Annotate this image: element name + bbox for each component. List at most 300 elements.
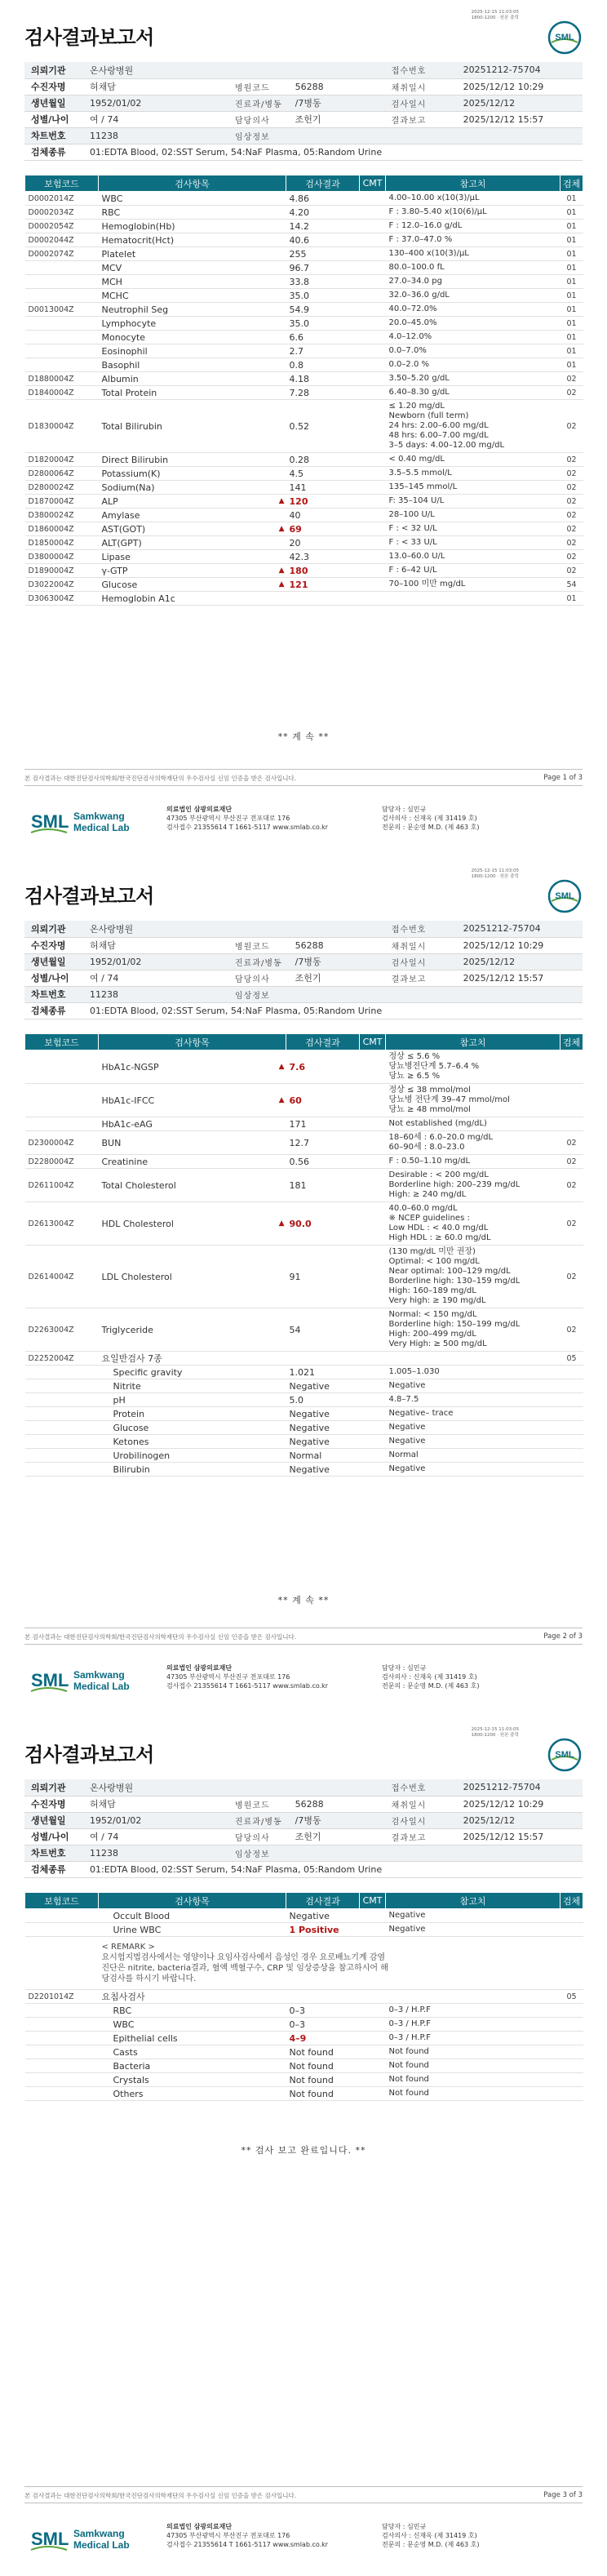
reference-line: Desirable : < 200 mg/dL <box>388 1170 489 1179</box>
test-name: Lipase <box>99 550 265 564</box>
result-row <box>25 453 583 467</box>
result-row <box>25 1393 583 1407</box>
test-name: pH <box>99 1393 265 1407</box>
test-code: D1880004Z <box>25 372 99 386</box>
testdate-label: 검사일시 <box>385 1812 457 1828</box>
reference-range <box>386 1169 560 1202</box>
comment-cell <box>360 1084 386 1117</box>
chart-label: 차트번호 <box>24 1845 83 1861</box>
test-result: 5.0 <box>286 1393 360 1407</box>
test-result: Not found <box>286 2073 360 2087</box>
reference-line: 70–100 미만 mg/dL <box>388 580 466 588</box>
test-name: Crystals <box>99 2073 265 2087</box>
comment-cell <box>360 386 386 400</box>
test-name: Others <box>99 2087 265 2101</box>
footer-logo-sml: SML <box>31 1670 69 1690</box>
col-header-cmt: CMT <box>360 175 386 192</box>
birth-label: 생년월일 <box>24 95 83 111</box>
specimen-code: 02 <box>560 536 583 550</box>
birth-value: 1952/01/02 <box>83 953 228 970</box>
reference-range <box>386 358 560 372</box>
reference-range <box>386 481 560 495</box>
reference-range <box>386 453 560 467</box>
reference-range <box>386 1435 560 1449</box>
reference-line: 6.40–8.30 g/dL <box>388 388 450 397</box>
result-row <box>25 2018 583 2032</box>
test-code: D2611004Z <box>25 1169 99 1202</box>
test-result: Negative <box>286 1435 360 1449</box>
dept-value: /7병동 <box>289 95 385 111</box>
specimen-code: 01 <box>560 317 583 331</box>
test-name: 요침사검사 <box>99 1990 265 2004</box>
test-result: 12.7 <box>286 1131 360 1155</box>
specimen-code: 02 <box>560 1202 583 1246</box>
clinical-value <box>289 986 385 1002</box>
test-name: Glucose <box>99 578 265 592</box>
reference-line: F : 12.0–16.0 g/dL <box>388 221 463 230</box>
result-row <box>25 372 583 386</box>
result-row <box>25 1379 583 1393</box>
abnormal-flag <box>265 1366 286 1379</box>
comment-cell <box>360 2059 386 2073</box>
abnormal-flag <box>265 453 286 467</box>
test-result: 255 <box>286 247 360 261</box>
print-stamp: 2025-12-15 11:03:05 1800-1200 · 원본 출력 <box>471 1727 519 1738</box>
test-name: Total Cholesterol <box>99 1169 265 1202</box>
reference-range <box>386 2045 560 2059</box>
footer-logo-word1: Samkwang <box>73 2528 125 2539</box>
specimen-code <box>560 1379 583 1393</box>
footer-logo-word2: Medical Lab <box>73 2539 130 2551</box>
test-result: Not found <box>286 2087 360 2101</box>
reference-line: F : 3.80–5.40 x(10(6)/μL <box>388 207 487 216</box>
test-code <box>25 344 99 358</box>
collect-value: 2025/12/12 10:29 <box>457 1796 583 1812</box>
reference-line: 0–3 / H.P.F <box>388 2033 431 2042</box>
reference-line: 48 hrs: 6.00–7.00 mg/dL <box>388 431 489 440</box>
samples-value: 01:EDTA Blood, 02:SST Serum, 54:NaF Plasma, 05:Random Urine <box>83 1861 583 1877</box>
sml-logo-text: SML <box>555 33 574 42</box>
test-code <box>25 275 99 289</box>
test-code: D0002034Z <box>25 206 99 220</box>
reference-range <box>386 564 560 578</box>
test-code <box>25 2032 99 2045</box>
disclaimer: 본 검사결과는 대한진단검사의학회/한국진단검사의학재단의 우수검사실 신임 인증을 받은 검사입니다. <box>24 775 297 782</box>
comment-cell <box>360 2004 386 2018</box>
reference-line: 135–145 mmol/L <box>388 482 458 491</box>
page-number: Page 1 of 3 <box>543 774 583 782</box>
test-code: D3063004Z <box>25 592 99 606</box>
collect-label: 채취일시 <box>385 937 457 953</box>
reference-range <box>386 1366 560 1379</box>
test-name: HbA1c-IFCC <box>99 1084 265 1117</box>
test-name: Eosinophil <box>99 344 265 358</box>
result-row <box>25 1407 583 1421</box>
reference-line: 20.0–45.0% <box>388 318 437 327</box>
test-result: 14.2 <box>286 220 360 233</box>
comment-cell <box>360 467 386 481</box>
reference-line: Near optimal: 100–129 mg/dL <box>388 1267 511 1276</box>
footer-company: 의료법인 삼광의료재단 47305 부산광역시 부산진구 전포대로 176 검사접수 21355614 T 1661-5117 www.smlab.co.kr <box>166 806 329 831</box>
specimen-code: 05 <box>560 1990 583 2004</box>
institution-label: 의뢰기관 <box>24 62 83 78</box>
test-name: RBC <box>99 206 265 220</box>
abnormal-flag <box>265 206 286 220</box>
abnormal-flag <box>265 2032 286 2045</box>
comment-cell <box>360 2045 386 2059</box>
abnormal-flag <box>265 481 286 495</box>
result-row <box>25 495 583 509</box>
result-row <box>25 1435 583 1449</box>
test-result: 91 <box>286 1246 360 1308</box>
clinical-label: 임상정보 <box>228 1845 289 1861</box>
result-row <box>25 1990 583 2004</box>
reference-range <box>386 1379 560 1393</box>
reference-range <box>386 372 560 386</box>
reference-line: Very High: ≥ 500 mg/dL <box>388 1339 487 1348</box>
test-result: 141 <box>286 481 360 495</box>
remark-title: < REMARK > <box>101 1943 155 1952</box>
comment-cell <box>360 1449 386 1463</box>
sml-logo-icon <box>547 878 583 914</box>
comment-cell <box>360 289 386 303</box>
test-result: 0.28 <box>286 453 360 467</box>
abnormal-flag <box>265 331 286 344</box>
abnormal-flag: ▲ <box>265 1050 286 1084</box>
reference-range <box>386 233 560 247</box>
result-row <box>25 233 583 247</box>
abnormal-flag: ▲ <box>265 564 286 578</box>
test-code <box>25 1449 99 1463</box>
test-code: D2300004Z <box>25 1131 99 1155</box>
reference-range <box>386 1246 560 1308</box>
test-name: Ketones <box>99 1435 265 1449</box>
result-row <box>25 509 583 522</box>
report-page-2 <box>0 859 607 1717</box>
test-code: D3800024Z <box>25 509 99 522</box>
footer-divider <box>24 769 583 770</box>
result-row <box>25 592 583 606</box>
collect-value: 2025/12/12 10:29 <box>457 78 583 95</box>
result-row <box>25 522 583 536</box>
testdate-value: 2025/12/12 <box>457 953 583 970</box>
comment-cell <box>360 220 386 233</box>
reference-range <box>386 467 560 481</box>
specimen-code <box>560 1909 583 1923</box>
abnormal-flag <box>265 467 286 481</box>
comment-cell <box>360 1246 386 1308</box>
reference-range <box>386 192 560 206</box>
result-row <box>25 578 583 592</box>
test-name: Nitrite <box>99 1379 265 1393</box>
sexage-label: 성별/나이 <box>24 111 83 127</box>
result-row <box>25 1352 583 1366</box>
reference-line: F : 0.50–1.10 mg/dL <box>388 1157 471 1166</box>
test-code: D3800004Z <box>25 550 99 564</box>
reference-line: 0.0–2.0 % <box>388 360 430 369</box>
reference-line: F: 35–104 U/L <box>388 496 445 505</box>
test-name: Specific gravity <box>99 1366 265 1379</box>
result-row <box>25 2045 583 2059</box>
page-number: Page 3 of 3 <box>543 2491 583 2499</box>
test-result: Negative <box>286 1407 360 1421</box>
test-name: Platelet <box>99 247 265 261</box>
test-code <box>25 1463 99 1477</box>
col-header-name: 검사항목 <box>99 1034 286 1050</box>
result-row <box>25 1909 583 1923</box>
page-title: 검사결과보고서 <box>24 885 154 908</box>
reference-line: Newborn (full term) <box>388 411 469 420</box>
specimen-code <box>560 2073 583 2087</box>
specimen-code: 01 <box>560 344 583 358</box>
sexage-label: 성별/나이 <box>24 970 83 986</box>
comment-cell <box>360 206 386 220</box>
col-header-code: 보험코드 <box>25 1893 99 1909</box>
reference-line: 당뇨병전단계 5.7–6.4 % <box>388 1062 480 1071</box>
reference-line: Not established (mg/dL) <box>388 1119 487 1128</box>
result-row <box>25 564 583 578</box>
reportdate-value: 2025/12/12 15:57 <box>457 1828 583 1845</box>
reference-range <box>386 220 560 233</box>
col-header-spec: 검체 <box>560 1034 583 1050</box>
test-result: 35.0 <box>286 317 360 331</box>
comment-cell <box>360 358 386 372</box>
result-row <box>25 2004 583 2018</box>
sexage-value: 여 / 74 <box>83 1828 228 1845</box>
test-result: 0–3 <box>286 2004 360 2018</box>
abnormal-flag: ▲ <box>265 495 286 509</box>
col-header-ref: 참고치 <box>386 175 560 192</box>
result-row <box>25 206 583 220</box>
result-row <box>25 247 583 261</box>
doctor-value: 조헌기 <box>289 111 385 127</box>
disclaimer: 본 검사결과는 대한진단검사의학회/한국진단검사의학재단의 우수검사실 신임 인증을 받은 검사입니다. <box>24 2492 297 2499</box>
test-code <box>25 261 99 275</box>
test-result: 33.8 <box>286 275 360 289</box>
reference-line: Normal <box>388 1450 419 1459</box>
abnormal-flag <box>265 1421 286 1435</box>
specimen-code <box>560 1393 583 1407</box>
specimen-code <box>560 2045 583 2059</box>
abnormal-flag <box>265 1155 286 1169</box>
patient-label: 수진자명 <box>24 937 83 953</box>
abnormal-flag <box>265 400 286 453</box>
col-header-result: 검사결과 <box>286 175 360 192</box>
abnormal-flag <box>265 1169 286 1202</box>
specimen-code <box>560 2032 583 2045</box>
reference-line: Negative <box>388 1911 426 1920</box>
comment-cell <box>360 1050 386 1084</box>
test-result: 0.52 <box>286 400 360 453</box>
comment-cell <box>360 331 386 344</box>
specimen-code: 05 <box>560 1352 583 1366</box>
reference-line: Not found <box>388 2075 429 2084</box>
comment-cell <box>360 1923 386 1937</box>
reference-range <box>386 522 560 536</box>
test-result: 7.6 <box>286 1050 360 1084</box>
footer-company: 의료법인 삼광의료재단 47305 부산광역시 부산진구 전포대로 176 검사접수 21355614 T 1661-5117 www.smlab.co.kr <box>166 1664 329 1690</box>
test-result <box>286 1352 360 1366</box>
specimen-code <box>560 1366 583 1379</box>
reference-line: 28–100 U/L <box>388 510 435 519</box>
test-result: 180 <box>286 564 360 578</box>
result-row <box>25 467 583 481</box>
samples-value: 01:EDTA Blood, 02:SST Serum, 54:NaF Plasma, 05:Random Urine <box>83 144 583 160</box>
comment-cell <box>360 261 386 275</box>
result-row <box>25 344 583 358</box>
test-code <box>25 1435 99 1449</box>
abnormal-flag <box>265 550 286 564</box>
comment-cell <box>360 2018 386 2032</box>
test-name: WBC <box>99 192 265 206</box>
test-name: Occult Blood <box>99 1909 265 1923</box>
footer-logo-word1: Samkwang <box>73 811 125 822</box>
test-code <box>25 1084 99 1117</box>
reference-range <box>386 495 560 509</box>
test-name: Monocyte <box>99 331 265 344</box>
test-code: D0002044Z <box>25 233 99 247</box>
samples-label: 검체종류 <box>24 1861 83 1877</box>
test-result: 4–9 <box>286 2032 360 2045</box>
test-result: 54.9 <box>286 303 360 317</box>
comment-cell <box>360 1202 386 1246</box>
test-result: Not found <box>286 2059 360 2073</box>
reference-line: (130 mg/dL 미만 권장) <box>388 1247 476 1256</box>
result-row <box>25 303 583 317</box>
abnormal-flag <box>265 344 286 358</box>
test-result: 20 <box>286 536 360 550</box>
result-row <box>25 220 583 233</box>
clinical-label: 임상정보 <box>228 986 289 1002</box>
results-table <box>24 1033 583 1477</box>
col-header-cmt: CMT <box>360 1034 386 1050</box>
reference-range <box>386 509 560 522</box>
result-row <box>25 2073 583 2087</box>
reference-line: 13.0–60.0 U/L <box>388 552 445 561</box>
test-name: Protein <box>99 1407 265 1421</box>
receipt-value: 20251212-75704 <box>457 1779 583 1796</box>
specimen-code: 02 <box>560 1308 583 1352</box>
col-header-ref: 참고치 <box>386 1034 560 1050</box>
specimen-code: 02 <box>560 386 583 400</box>
specimen-code: 54 <box>560 578 583 592</box>
col-header-spec: 검체 <box>560 1893 583 1909</box>
specimen-code: 02 <box>560 400 583 453</box>
specimen-code: 01 <box>560 247 583 261</box>
test-code <box>25 1379 99 1393</box>
comment-cell <box>360 1463 386 1477</box>
abnormal-flag <box>265 2018 286 2032</box>
reference-range <box>386 2073 560 2087</box>
patient-info-table <box>24 1779 583 1878</box>
result-row <box>25 317 583 331</box>
disclaimer: 본 검사결과는 대한진단검사의학회/한국진단검사의학재단의 우수검사실 신임 인증을 받은 검사입니다. <box>24 1633 297 1641</box>
test-code <box>25 2045 99 2059</box>
test-code: D3022004Z <box>25 578 99 592</box>
reference-line: 당뇨 ≥ 6.5 % <box>388 1072 441 1081</box>
reference-line: 정상 ≤ 5.6 % <box>388 1052 441 1061</box>
reference-line: Negative <box>388 1437 426 1446</box>
abnormal-flag <box>265 220 286 233</box>
reference-line: Negative– trace <box>388 1409 454 1418</box>
specimen-code: 01 <box>560 358 583 372</box>
specimen-code: 02 <box>560 481 583 495</box>
reference-line: 당뇨 ≥ 48 mmol/mol <box>388 1105 471 1114</box>
specimen-code: 01 <box>560 220 583 233</box>
abnormal-flag <box>265 1909 286 1923</box>
abnormal-flag <box>265 289 286 303</box>
test-code <box>25 2059 99 2073</box>
reportdate-label: 결과보고 <box>385 970 457 986</box>
reference-range <box>386 1393 560 1407</box>
clinical-value <box>289 1845 385 1861</box>
test-code: D1830004Z <box>25 400 99 453</box>
collect-label: 채취일시 <box>385 1796 457 1812</box>
reference-range <box>386 1084 560 1117</box>
reference-line: Not found <box>388 2089 429 2098</box>
reference-line: F : < 33 U/L <box>388 538 437 547</box>
doctor-label: 담당의사 <box>228 1828 289 1845</box>
result-row <box>25 400 583 453</box>
continue-note: ** 계 속 ** <box>277 731 330 742</box>
footer-signatures: 담당자 : 심민규 검사의사 : 신재옥 (제 31419 호) 전문의 : 문순영 M.D. (제 463 호) <box>382 2523 480 2548</box>
comment-cell <box>360 400 386 453</box>
reference-range <box>386 206 560 220</box>
test-code <box>25 1407 99 1421</box>
col-header-ref: 참고치 <box>386 1893 560 1909</box>
test-name: Amylase <box>99 509 265 522</box>
specimen-code: 02 <box>560 522 583 536</box>
test-name: Neutrophil Seg <box>99 303 265 317</box>
abnormal-flag <box>265 1407 286 1421</box>
reference-range <box>386 1050 560 1084</box>
test-result: 4.20 <box>286 206 360 220</box>
result-row <box>25 1366 583 1379</box>
specimen-code <box>560 2004 583 2018</box>
reference-line: High: 200–499 mg/dL <box>388 1330 476 1339</box>
chart-value: 11238 <box>83 127 228 144</box>
col-header-code: 보험코드 <box>25 1034 99 1050</box>
test-name: Epithelial cells <box>99 2032 265 2045</box>
test-name: Lymphocyte <box>99 317 265 331</box>
abnormal-flag <box>265 1246 286 1308</box>
test-name: LDL Cholesterol <box>99 1246 265 1308</box>
abnormal-flag <box>265 1131 286 1155</box>
test-code: D0002074Z <box>25 247 99 261</box>
test-name: Hematocrit(Hct) <box>99 233 265 247</box>
specimen-code <box>560 1449 583 1463</box>
specimen-code: 02 <box>560 453 583 467</box>
comment-cell <box>360 1308 386 1352</box>
reference-line: Not found <box>388 2047 429 2056</box>
abnormal-flag <box>265 2059 286 2073</box>
reference-line: Borderline high: 130–159 mg/dL <box>388 1277 521 1286</box>
reference-line: Optimal: < 100 mg/dL <box>388 1257 480 1266</box>
abnormal-flag <box>265 1117 286 1131</box>
institution-value: 온사랑병원 <box>83 921 228 937</box>
reference-line: 40.0–60.0 mg/dL <box>388 1204 458 1213</box>
result-row <box>25 550 583 564</box>
test-code <box>25 1923 99 1937</box>
result-row <box>25 1449 583 1463</box>
test-name: Triglyceride <box>99 1308 265 1352</box>
reference-line: Borderline high: 150–199 mg/dL <box>388 1320 521 1329</box>
chart-value: 11238 <box>83 1845 228 1861</box>
receipt-value: 20251212-75704 <box>457 921 583 937</box>
specimen-code <box>560 2059 583 2073</box>
reference-line: 27.0–34.0 pg <box>388 277 442 286</box>
abnormal-flag <box>265 1990 286 2004</box>
